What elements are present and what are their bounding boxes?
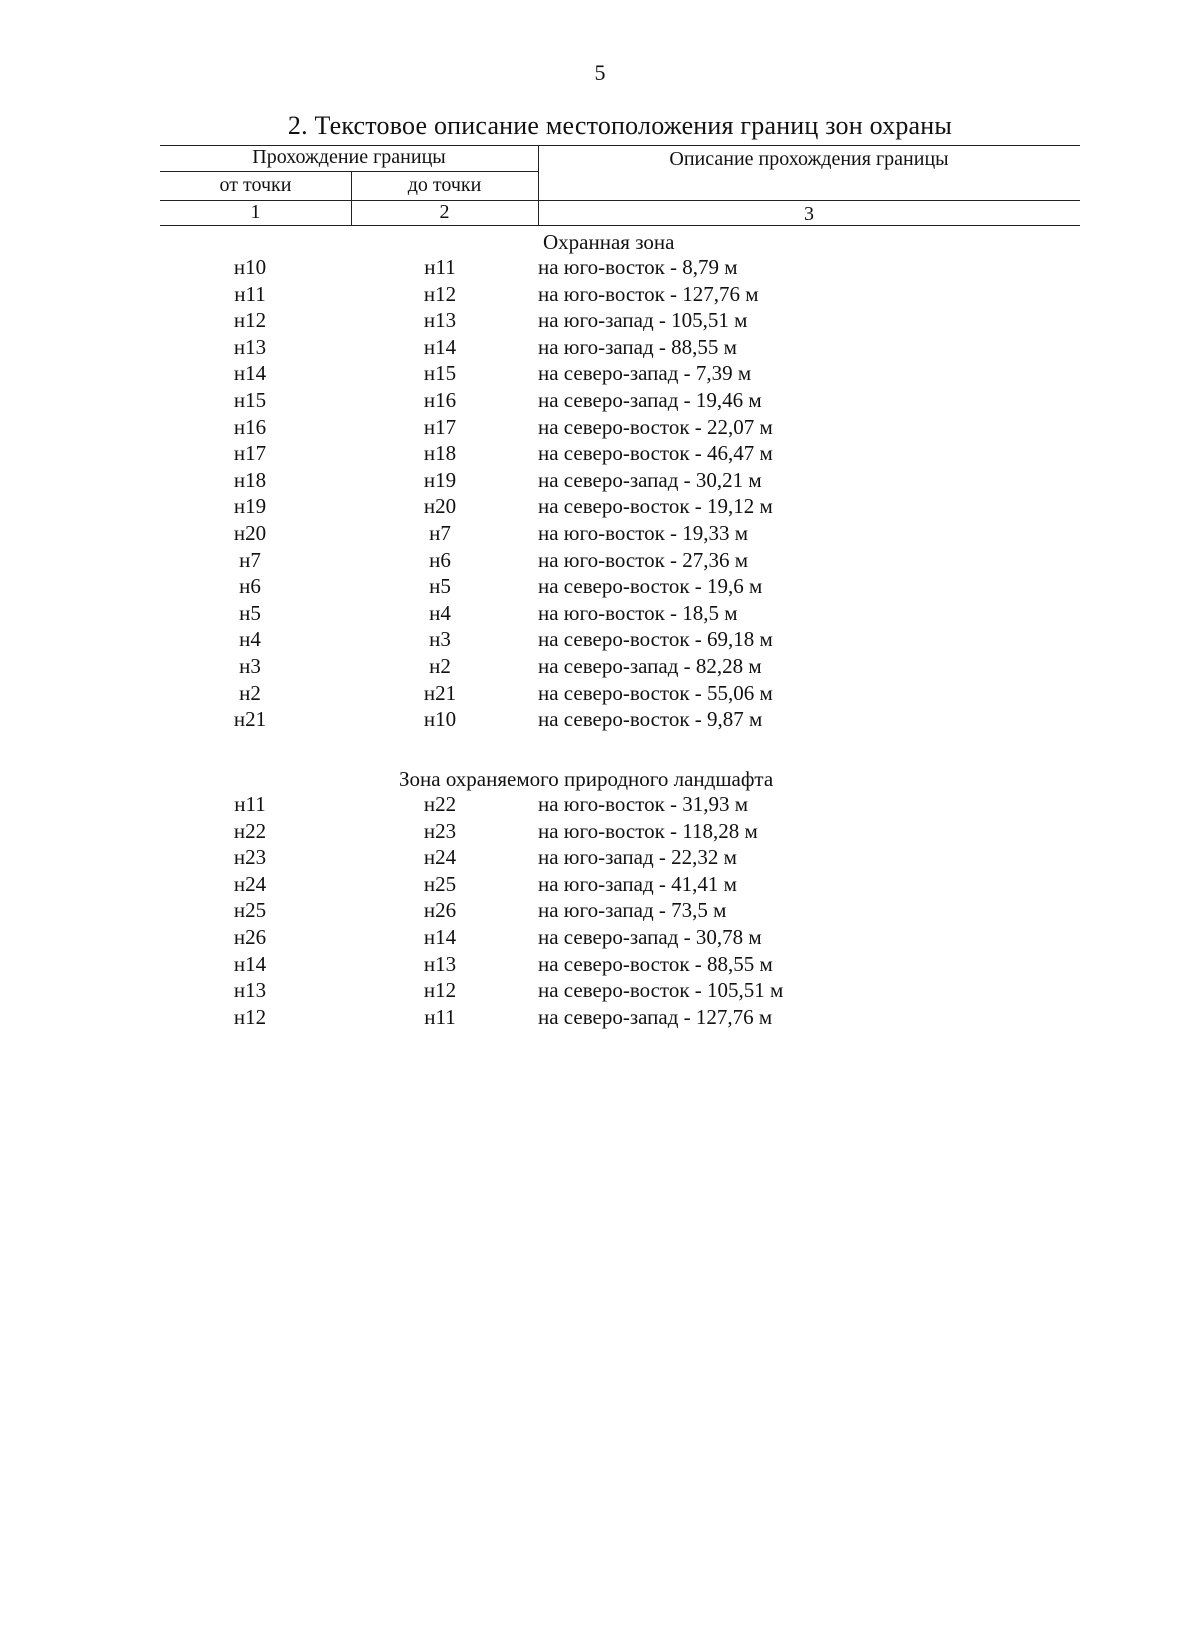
section-title-protection-zone: Охранная зона xyxy=(543,230,675,254)
from-point-cell: н4 xyxy=(239,627,261,652)
to-point-cell: н14 xyxy=(423,925,457,949)
to-point-cell: н23 xyxy=(423,818,457,843)
table-row xyxy=(0,494,1200,521)
table-row xyxy=(0,388,1200,415)
table-row xyxy=(0,952,1200,979)
from-point-cell: н18 xyxy=(233,467,267,492)
boundary-description-cell: на северо-восток - 22,07 м xyxy=(538,414,773,439)
to-point-cell: н11 xyxy=(424,255,456,279)
to-point-cell: н26 xyxy=(423,898,457,923)
header-description: Описание прохождения границы xyxy=(669,148,949,170)
to-point-cell: н18 xyxy=(423,441,457,466)
from-point-cell: н11 xyxy=(234,792,266,816)
table-row xyxy=(0,521,1200,548)
table-row xyxy=(0,845,1200,872)
boundary-description-cell: на юго-запад - 73,5 м xyxy=(538,898,727,923)
from-point-cell: н12 xyxy=(233,308,267,333)
to-point-cell: н21 xyxy=(423,680,457,705)
header-from-point: от точки xyxy=(219,174,292,196)
boundary-description-cell: на юго-восток - 19,33 м xyxy=(538,521,749,545)
table-row xyxy=(0,574,1200,601)
header-col-number-2: 2 xyxy=(439,201,450,223)
from-point-cell: н11 xyxy=(234,281,266,306)
table-row xyxy=(0,681,1200,708)
table-row xyxy=(0,898,1200,925)
table-row xyxy=(0,707,1200,734)
boundary-description-cell: на юго-восток - 31,93 м xyxy=(538,792,749,816)
page-number: 5 xyxy=(594,60,606,85)
boundary-description-cell: на юго-восток - 127,76 м xyxy=(538,281,759,306)
boundary-description-cell: на юго-запад - 41,41 м xyxy=(538,871,737,896)
header-passage: Прохождение границы xyxy=(252,146,446,168)
from-point-cell: н23 xyxy=(233,845,267,870)
from-point-cell: н3 xyxy=(239,654,261,678)
header-split-rule xyxy=(160,171,538,172)
to-point-cell: н12 xyxy=(423,978,457,1003)
to-point-cell: н12 xyxy=(423,281,457,306)
from-point-cell: н22 xyxy=(233,818,267,843)
from-point-cell: н12 xyxy=(233,1004,267,1029)
to-point-cell: н16 xyxy=(423,388,457,412)
table-row xyxy=(0,441,1200,468)
from-point-cell: н26 xyxy=(233,925,267,949)
table-row xyxy=(0,361,1200,388)
boundary-description-cell: на северо-запад - 7,39 м xyxy=(538,361,752,386)
table-row xyxy=(0,978,1200,1005)
from-point-cell: н19 xyxy=(233,494,267,519)
table-row xyxy=(0,308,1200,335)
to-point-cell: н19 xyxy=(423,467,457,492)
from-point-cell: н6 xyxy=(239,574,261,599)
table-row xyxy=(0,255,1200,282)
to-point-cell: н7 xyxy=(429,521,451,545)
table-row xyxy=(0,335,1200,362)
boundary-description-cell: на северо-запад - 82,28 м xyxy=(538,654,762,678)
table-row xyxy=(0,468,1200,495)
boundary-description-cell: на юго-восток - 118,28 м xyxy=(538,818,758,843)
from-point-cell: н21 xyxy=(233,707,267,732)
header-col-number-3: 3 xyxy=(804,203,814,225)
to-point-cell: н13 xyxy=(423,951,457,976)
from-point-cell: н7 xyxy=(239,547,261,572)
table-row xyxy=(0,548,1200,575)
to-point-cell: н3 xyxy=(429,627,451,652)
boundary-description-cell: на северо-восток - 88,55 м xyxy=(538,951,773,976)
table-row xyxy=(0,872,1200,899)
to-point-cell: н25 xyxy=(423,871,457,896)
to-point-cell: н2 xyxy=(429,654,451,678)
table-row xyxy=(0,792,1200,819)
table-row xyxy=(0,1005,1200,1032)
to-point-cell: н13 xyxy=(423,308,457,333)
table-row xyxy=(0,415,1200,442)
boundary-description-cell: на северо-восток - 55,06 м xyxy=(538,680,773,705)
boundary-description-cell: на юго-запад - 105,51 м xyxy=(538,308,748,333)
to-point-cell: н20 xyxy=(423,494,457,519)
from-point-cell: н10 xyxy=(233,255,267,279)
boundary-description-cell: на северо-запад - 30,78 м xyxy=(538,925,762,949)
boundary-description-cell: на юго-запад - 88,55 м xyxy=(538,334,737,359)
from-point-cell: н17 xyxy=(233,441,267,466)
table-row xyxy=(0,925,1200,952)
to-point-cell: н17 xyxy=(423,414,457,439)
from-point-cell: н14 xyxy=(233,951,267,976)
from-point-cell: н13 xyxy=(233,334,267,359)
boundary-description-cell: на северо-восток - 105,51 м xyxy=(538,978,784,1003)
table-row xyxy=(0,654,1200,681)
header-to-point: до точки xyxy=(407,174,482,196)
section-title-landscape-zone: Зона охраняемого природного ландшафта xyxy=(399,767,774,791)
boundary-description-cell: на юго-восток - 8,79 м xyxy=(538,255,738,279)
to-point-cell: н6 xyxy=(429,547,451,572)
table-row xyxy=(0,627,1200,654)
boundary-description-cell: на юго-восток - 27,36 м xyxy=(538,547,749,572)
to-point-cell: н22 xyxy=(423,792,457,816)
table-row xyxy=(0,601,1200,628)
from-point-cell: н5 xyxy=(239,600,261,625)
boundary-description-cell: на юго-запад - 22,32 м xyxy=(538,845,737,870)
boundary-description-cell: на северо-восток - 69,18 м xyxy=(538,627,773,652)
boundary-description-cell: на северо-восток - 19,12 м xyxy=(538,494,773,519)
from-point-cell: н13 xyxy=(233,978,267,1003)
to-point-cell: н5 xyxy=(429,574,451,599)
boundary-description-cell: на северо-запад - 30,21 м xyxy=(538,467,762,492)
boundary-description-cell: на северо-запад - 19,46 м xyxy=(538,388,762,412)
from-point-cell: н16 xyxy=(233,414,267,439)
to-point-cell: н24 xyxy=(423,845,457,870)
boundary-description-cell: на северо-восток - 46,47 м xyxy=(538,441,773,466)
header-col-number-1: 1 xyxy=(250,201,261,223)
boundary-description-cell: на юго-восток - 18,5 м xyxy=(538,600,738,625)
boundary-description-cell: на северо-восток - 19,6 м xyxy=(538,574,763,599)
from-point-cell: н24 xyxy=(233,871,267,896)
to-point-cell: н10 xyxy=(423,707,457,732)
document-title: 2. Текстовое описание местоположения границ зон охраны xyxy=(287,111,953,140)
to-point-cell: н4 xyxy=(429,600,451,625)
from-point-cell: н15 xyxy=(233,388,267,412)
to-point-cell: н14 xyxy=(423,334,457,359)
boundary-description-cell: на северо-запад - 127,76 м xyxy=(538,1004,773,1029)
from-point-cell: н20 xyxy=(233,521,267,545)
boundary-description-cell: на северо-восток - 9,87 м xyxy=(538,707,763,732)
from-point-cell: н2 xyxy=(239,680,261,705)
to-point-cell: н11 xyxy=(424,1004,456,1029)
table-row xyxy=(0,282,1200,309)
table-row xyxy=(0,819,1200,846)
to-point-cell: н15 xyxy=(423,361,457,386)
from-point-cell: н14 xyxy=(233,361,267,386)
from-point-cell: н25 xyxy=(233,898,267,923)
